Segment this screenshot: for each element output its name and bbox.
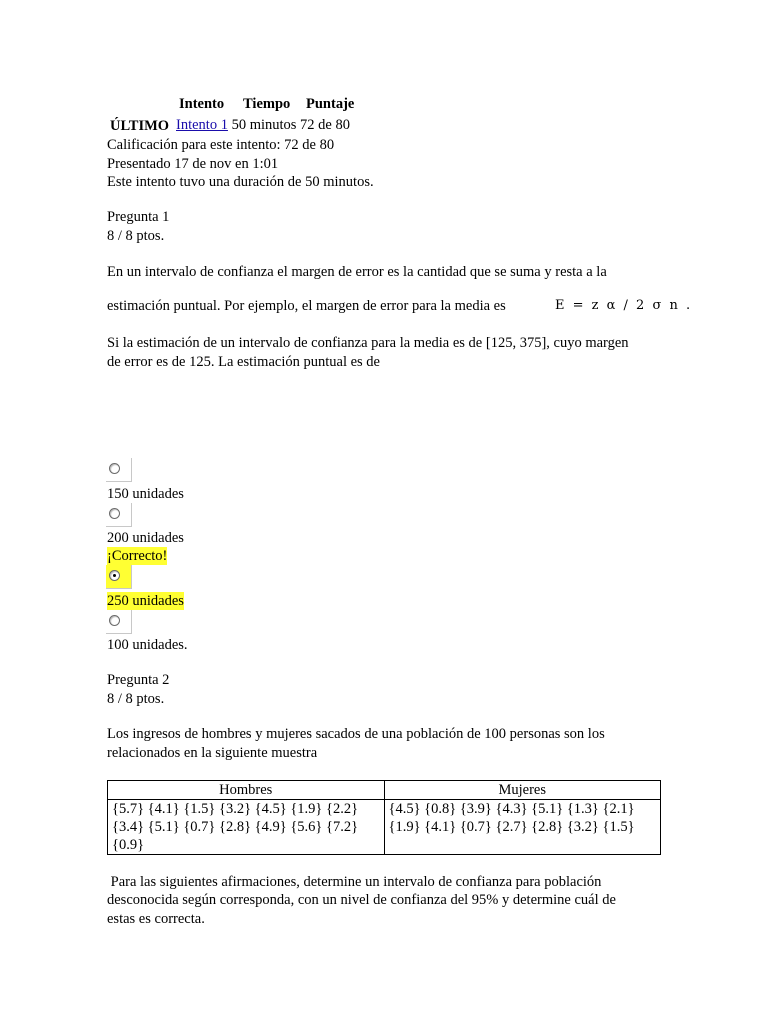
q1-option-4-label: 100 unidades. (107, 637, 188, 653)
q2-text-line2a: Para las siguientes afirmaciones, determine un intervalo de confianza para población (107, 874, 602, 890)
latest-label: ÚLTIMO (110, 118, 170, 134)
attempt-row (176, 116, 350, 134)
q2-text-line1a: Los ingresos de hombres y mujeres sacados de una población de 100 personas son los (107, 726, 605, 742)
table-header-hombres: Hombres (108, 781, 385, 800)
mujeres-line-2: {1.9} {4.1} {0.7} {2.7} {2.8} {3.2} {1.5} (388, 819, 635, 835)
q2-text-line2b: desconocida según corresponda, con un nivel de confianza del 95% y determine cuál de (107, 892, 616, 908)
q2-text-line1b: relacionados en la siguiente muestra (107, 745, 318, 761)
q2-title: Pregunta 2 (107, 672, 170, 688)
hombres-line-1: {5.7} {4.1} {1.5} {3.2} {4.5} {1.9} {2.2} (112, 801, 359, 817)
q1-text-line1: En un intervalo de confianza el margen de error es la cantidad que se suma y resta a la (107, 264, 607, 280)
table-header-mujeres: Mujeres (384, 781, 661, 800)
radio-selected-icon (109, 570, 120, 581)
radio-circle-icon (109, 615, 120, 626)
header-puntaje: Puntaje (306, 96, 355, 112)
q1-option-1-label: 150 unidades (107, 486, 184, 502)
q1-option-4-radio[interactable] (106, 610, 132, 634)
q1-option-1-radio[interactable] (106, 458, 132, 482)
table-cell-hombres (108, 800, 385, 855)
header-tiempo: Tiempo (243, 96, 291, 112)
q1-text-line2: estimación puntual. Por ejemplo, el margen de error para la media es (107, 298, 506, 314)
hombres-line-3: {0.9} (112, 837, 145, 853)
hombres-line-2: {3.4} {5.1} {0.7} {2.8} {4.9} {5.6} {7.2} (112, 819, 359, 835)
radio-circle-icon (109, 463, 120, 474)
header-intento: Intento (179, 96, 225, 112)
q1-formula: E = z α / 2 σ n . (555, 298, 693, 313)
q1-points: 8 / 8 ptos. (107, 228, 165, 244)
q1-option-3-radio[interactable] (106, 565, 132, 589)
grade-line: Calificación para este intento: 72 de 80 (107, 137, 335, 153)
table-cell-mujeres (384, 800, 661, 855)
q1-text-line3b: de error es de 125. La estimación puntual es de (107, 354, 380, 370)
q1-text-line3a: Si la estimación de un intervalo de confianza para la media es de [125, 375], cuyo margen (107, 335, 629, 351)
q1-option-3-label: 250 unidades (107, 593, 184, 609)
correct-badge: ¡Correcto! (107, 548, 168, 564)
q1-title: Pregunta 1 (107, 209, 170, 225)
q2-text-line2c: estas es correcta. (107, 911, 205, 927)
q1-option-2-label: 200 unidades (107, 530, 184, 546)
q2-points: 8 / 8 ptos. (107, 691, 165, 707)
income-table (107, 780, 661, 855)
attempt-link[interactable]: Intento 1 (176, 117, 228, 133)
attempt-time-score: 50 minutos 72 de 80 (231, 117, 350, 133)
q1-option-2-radio[interactable] (106, 503, 132, 527)
submitted-line: Presentado 17 de nov en 1:01 (107, 156, 279, 172)
mujeres-line-1: {4.5} {0.8} {3.9} {4.3} {5.1} {1.3} {2.1} (388, 801, 635, 817)
radio-circle-icon (109, 508, 120, 519)
duration-line: Este intento tuvo una duración de 50 minutos. (107, 174, 374, 190)
